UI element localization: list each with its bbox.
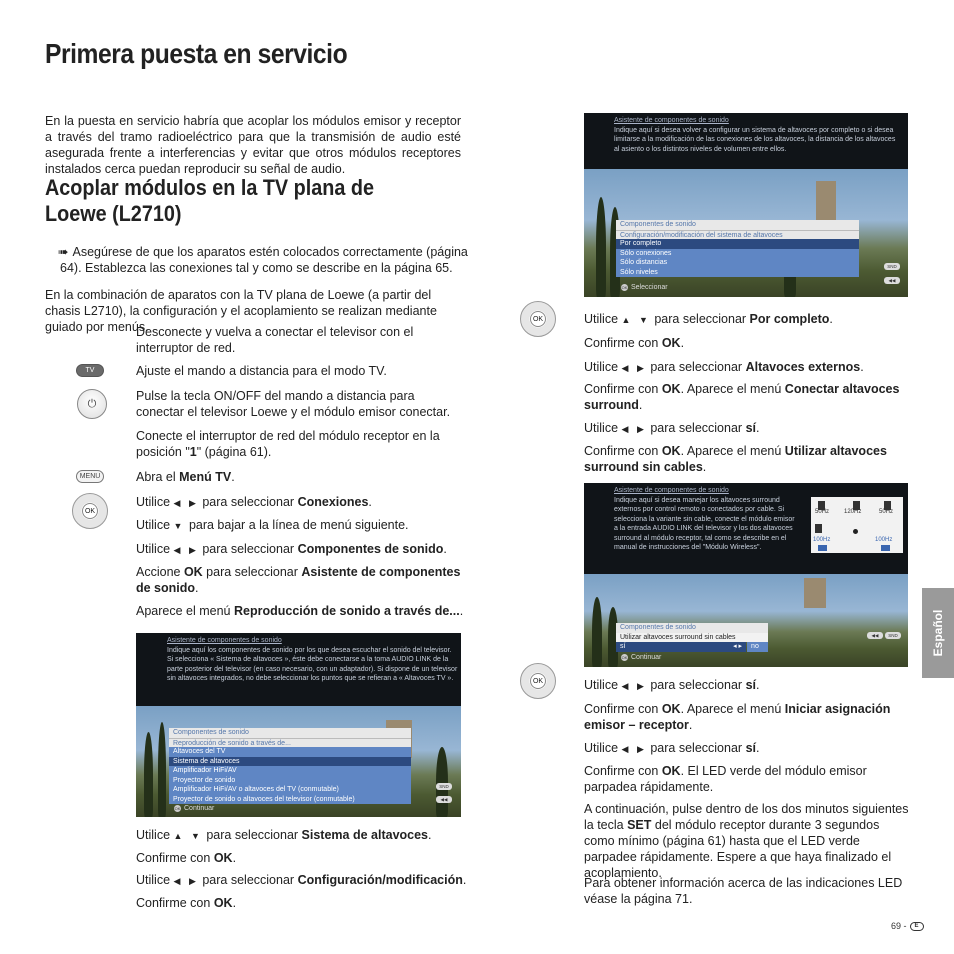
step-wireless-surround: Confirme con OK. Aparece el menú Utilizar altavoces surround sin cables. [584, 444, 887, 474]
menu-item[interactable]: Amplificador HiFi/AV [169, 766, 411, 776]
tv-screen-configuration [584, 113, 908, 297]
menu-item[interactable]: Amplificador HiFi/AV o altavoces del TV (conmutable) [169, 785, 411, 795]
option-no[interactable]: no [747, 642, 768, 652]
freq-label: 120Hz [844, 509, 862, 515]
ok-icon: OK [621, 655, 628, 660]
ok-button-label: OK [530, 311, 546, 327]
ok-icon: OK [174, 806, 181, 811]
ok-nav-pad[interactable] [520, 663, 556, 699]
left-right-arrows-icon: ◀ ▶ [173, 545, 199, 555]
ok-button-label: OK [82, 503, 98, 519]
screen-description: Indique aquí si desea volver a configurar un sistema de altavoces por completo o si desea limitarse a la modificación de las conexiones de los altavoces, la distancia de los altavoces al asiento o los distintos niveles de volumen entre ellos. [614, 126, 896, 153]
tv-screen-wireless-surround [584, 483, 908, 667]
up-down-arrows-icon: ▲ ▼ [173, 831, 203, 841]
menu-item[interactable]: Altavoces del TV [169, 747, 411, 757]
step-power: Pulse la tecla ON/OFF del mando a distancia para conectar el televisor Loewe y el módulo emisor conectar. [136, 389, 451, 419]
ok-nav-pad[interactable] [520, 301, 556, 337]
left-right-arrows-icon: ◀ ▶ [173, 876, 199, 886]
left-right-arrows-icon: ◀ ▶ [173, 498, 199, 508]
sound-icon: SND [884, 263, 900, 270]
combination-paragraph: En la combinación de aparatos con la TV plana de Loewe (a partir del chasis L2710), la configuración y el acoplamiento se realizan mediante guiado por menús. [45, 288, 437, 334]
step-external-speakers: Utilice ◀ ▶ para seleccionar Altavoces externos. [584, 360, 864, 374]
menu-item[interactable]: Sólo conexiones [616, 249, 859, 259]
screen-description: Indique aquí si desea manejar los altavoces surround externos por control remoto o conectados por cable. Si selecciona la variante sin cable, conecte el módulo emisor a la entrada AUDIO LINK del televisor y los dos altavoces surround al módulo receptor, tal como se describe en el manual de instrucciones del "Módulo Wireless". [614, 496, 795, 551]
page-title: Primera puesta en servicio [45, 38, 348, 69]
step-configuration: Utilice ◀ ▶ para seleccionar Configuración/modificación. [136, 873, 467, 887]
screen-heading: Asistente de componentes de sonido [167, 637, 282, 644]
section-title: Acoplar módulos en la TV plana de Loewe (L2710) [45, 175, 374, 226]
language-tab-label: Español [931, 609, 945, 657]
left-right-arrows-icon: ◀ ▶ [621, 363, 647, 373]
freq-label: 100Hz [813, 537, 831, 543]
step-assistant: Accione OK para seleccionar Asistente de componentes de sonido. [136, 565, 461, 595]
screen-menu [169, 728, 411, 804]
left-right-arrows-icon: ◀ ▶ [621, 681, 647, 691]
menu-item[interactable]: Proyector de sonido o altavoces del televisor (conmutable) [169, 795, 411, 805]
step-speaker-system: Utilice ▲ ▼ para seleccionar Sistema de altavoces. [136, 828, 432, 842]
step-tv-mode: Ajuste el mando a distancia para el modo TV. [136, 364, 387, 378]
menu-item: Componentes de sonido [616, 623, 768, 633]
menu-item: Utilizar altavoces surround sin cables [616, 633, 768, 643]
step-pairing: Confirme con OK. Aparece el menú Iniciar asignación emisor – receptor. [584, 702, 891, 732]
freq-label: 100Hz [875, 537, 893, 543]
listener-position-icon [853, 529, 858, 534]
screen-menu [616, 623, 768, 652]
tv-button-label: TV [85, 367, 95, 374]
speaker-layout-panel [811, 497, 903, 553]
up-down-arrows-icon: ▲ ▼ [621, 315, 651, 325]
step-confirm: Confirme con OK. [584, 336, 685, 350]
menu-item[interactable]: Proyector de sonido [169, 776, 411, 786]
screen-heading: Asistente de componentes de sonido [614, 487, 729, 494]
rewind-icon: ◀◀ [884, 277, 900, 284]
surround-speaker-icon [818, 545, 827, 551]
tv-button[interactable] [76, 364, 104, 377]
step-open-menu: Abra el Menú TV. [136, 470, 235, 484]
arrows-icon: ◂ ▸ [733, 643, 743, 650]
screen-footer: OK Continuar [621, 654, 662, 661]
step-set-key: A continuación, pulse dentro de los dos minutos siguientes la tecla SET del módulo receptor durante 3 segundos como mínimo (página 61) hasta que el LED verde parpadee rápidamente. Espere a que haya finalizado el acoplamiento. [584, 802, 909, 880]
page-number: 69 - E [891, 921, 924, 931]
step-connections: Utilice ◀ ▶ para seleccionar Conexiones. [136, 495, 372, 509]
step-next-line: Utilice ▼ para bajar a la línea de menú siguiente. [136, 518, 409, 532]
step-complete: Utilice ▲ ▼ para seleccionar Por completo. [584, 312, 833, 326]
rewind-icon: ◀◀ [867, 632, 883, 639]
left-right-arrows-icon: ◀ ▶ [621, 424, 647, 434]
menu-item-selected[interactable]: Sistema de altavoces [169, 757, 411, 767]
screen-footer: OK Seleccionar [621, 284, 668, 291]
sound-icon: SND [885, 632, 901, 639]
menu-item-selected[interactable]: Por completo [616, 239, 859, 249]
screen-heading: Asistente de componentes de sonido [614, 117, 729, 124]
led-info: Para obtener información acerca de las indicaciones LED véase la página 71. [584, 876, 903, 906]
tv-screen-speaker-system [136, 633, 461, 817]
step-select-yes: Utilice ◀ ▶ para seleccionar sí. [584, 421, 760, 435]
note-paragraph [60, 244, 470, 276]
language-badge: E [910, 922, 924, 931]
menu-item[interactable]: Sólo distancias [616, 258, 859, 268]
ok-nav-pad[interactable] [72, 493, 108, 529]
step-connect-surround: Confirme con OK. Aparece el menú Conectar altavoces surround. [584, 382, 900, 412]
step-confirm: Confirme con OK. [136, 851, 237, 865]
intro-paragraph: En la puesta en servicio habría que acoplar los módulos emisor y receptor a través del tramo radioeléctrico para que la transmisión de audio esté asegurada frente a interferencias y evitar que otros módulos receptores instalados cerca puedan reproducir su señal de audio. [45, 114, 461, 176]
down-arrow-icon: ▼ [173, 521, 186, 531]
step-menu-appears: Aparece el menú Reproducción de sonido a través de.... [136, 604, 464, 618]
power-button[interactable] [77, 389, 107, 419]
step-confirm: Confirme con OK. [136, 896, 237, 910]
menu-button-label: MENU [79, 473, 101, 480]
surround-speaker-icon [881, 545, 890, 551]
step-select-yes: Utilice ◀ ▶ para seleccionar sí. [584, 741, 760, 755]
menu-item: Componentes de sonido [616, 220, 859, 230]
ok-button-label: OK [530, 673, 546, 689]
menu-item[interactable]: Sólo niveles [616, 268, 859, 278]
screen-description: Indique aquí los componentes de sonido por los que desea escuchar el sonido del televisor. Si selecciona « Sistema de altavoces », éste debe conectarse a la toma AUDIO LINK de la parte posterior del televisor (en caso necesario, con un adaptador). Si dispone de un televisor sin altavoces integrados, no debe seleccionar los puntos que se refieran a « Altavoces TV ». [167, 646, 458, 682]
menu-item: Componentes de sonido [169, 728, 411, 738]
ok-icon: OK [621, 285, 628, 290]
note-text: Asegúrese de que los aparatos estén colocados correctamente (página 64). Establezca las conexiones tal y como se describe en la página 65. [60, 245, 468, 275]
step-mains: Desconecte y vuelva a conectar el televisor con el interruptor de red. [136, 325, 414, 355]
language-tab [922, 588, 954, 678]
step-led: Confirme con OK. El LED verde del módulo emisor parpadea rápidamente. [584, 764, 867, 794]
freq-label: 50Hz [879, 509, 894, 515]
screen-menu [616, 220, 859, 277]
screen-footer: OK Continuar [174, 805, 215, 812]
power-icon: ⏻ [87, 397, 97, 410]
step-select-yes: Utilice ◀ ▶ para seleccionar sí. [584, 678, 760, 692]
option-yes[interactable]: sí ◂ ▸ [616, 642, 746, 652]
sound-icon: SND [436, 783, 452, 790]
left-right-arrows-icon: ◀ ▶ [621, 744, 647, 754]
menu-button[interactable] [76, 470, 104, 483]
arrow-right-icon: ➠ [58, 245, 69, 259]
rewind-icon: ◀◀ [436, 796, 452, 803]
menu-item: Configuración/modificación del sistema de altavoces [616, 230, 859, 240]
step-sound-components: Utilice ◀ ▶ para seleccionar Componentes de sonido. [136, 542, 447, 556]
freq-label: 50Hz [815, 509, 830, 515]
step-receiver: Conecte el interruptor de red del módulo receptor en la posición "1" (página 61). [136, 429, 440, 459]
tv-speaker-icon [815, 524, 822, 533]
menu-item: Reproducción de sonido a través de... [169, 738, 411, 748]
